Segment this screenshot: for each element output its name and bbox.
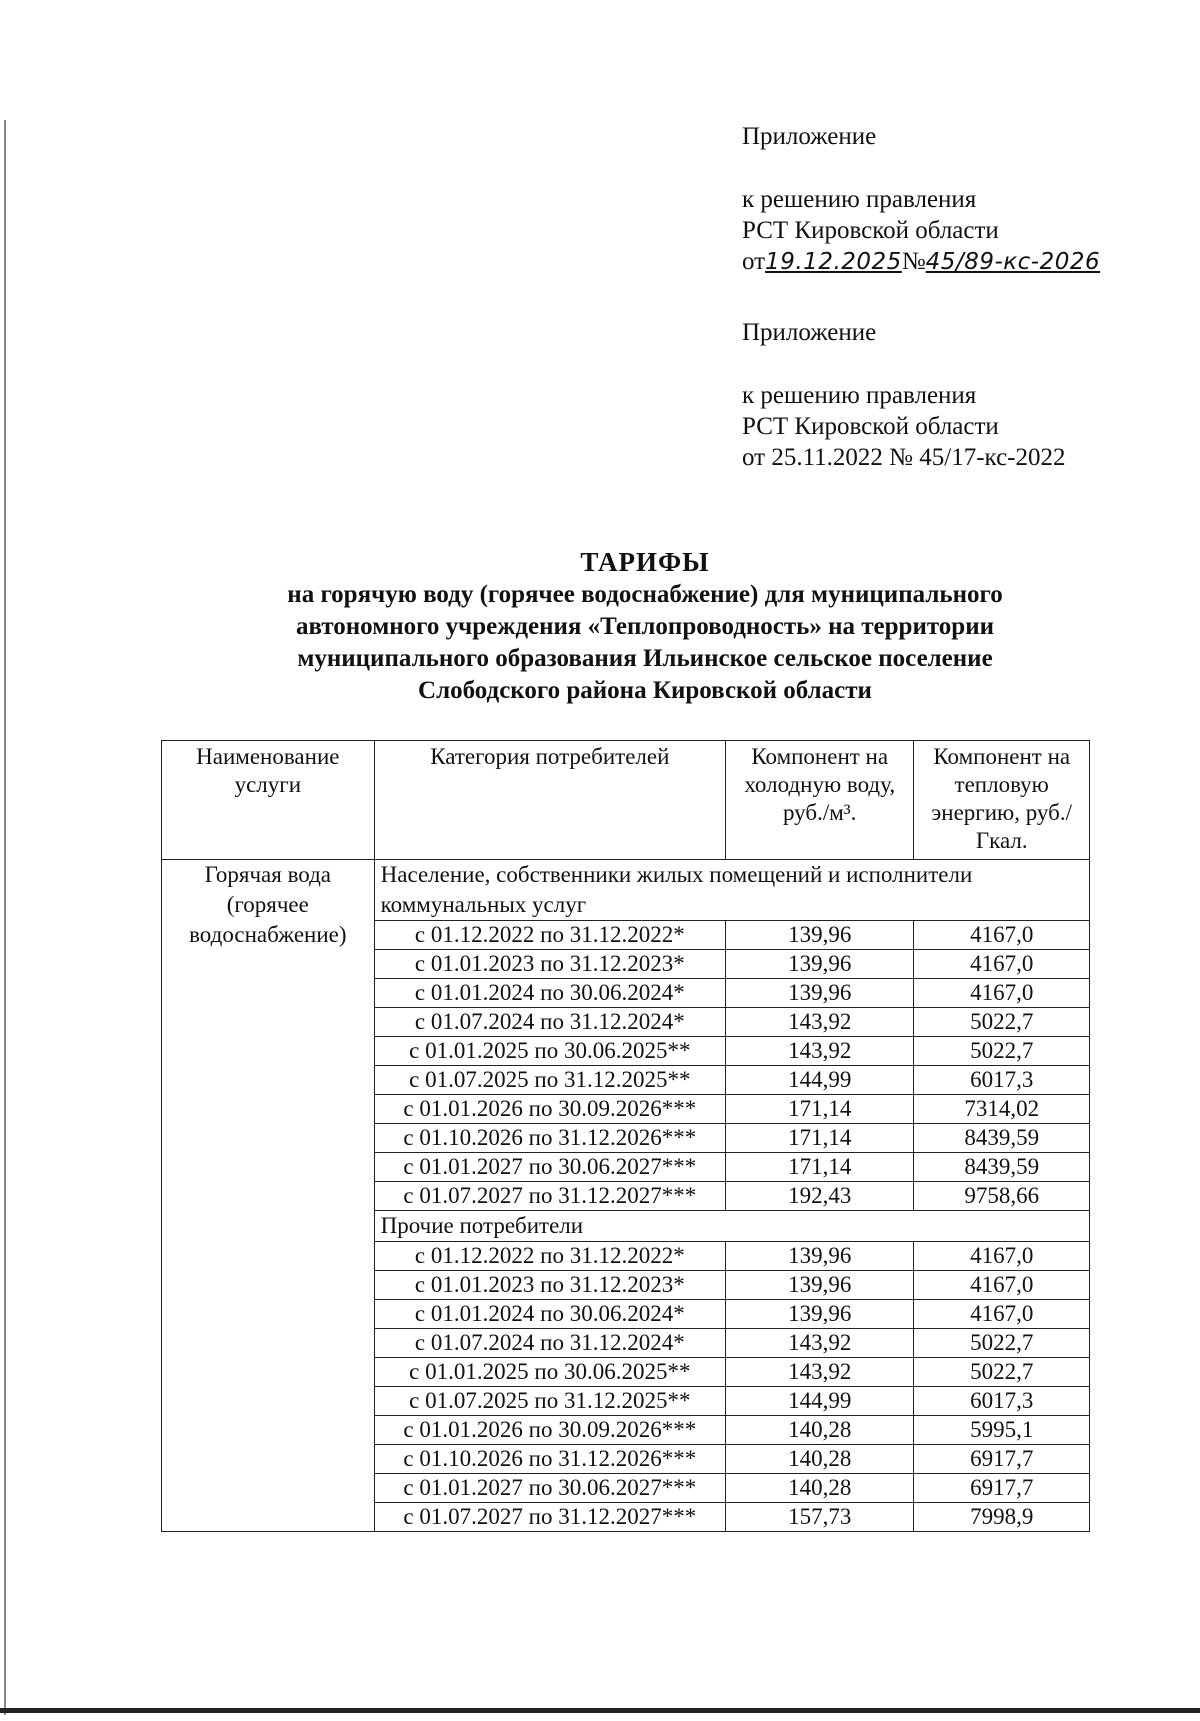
appendix-date-line [742, 246, 1100, 278]
period-cell: с 01.01.2027 по 30.06.2027*** [374, 1474, 725, 1503]
appendix-line: РСТ Кировской области [742, 217, 999, 244]
document-title [160, 546, 1130, 707]
heat-value-cell: 4167,0 [914, 950, 1090, 979]
period-cell: с 01.07.2024 по 31.12.2024* [374, 1329, 725, 1358]
service-name-cell: Горячая вода (горячее водоснабжение) [162, 860, 375, 1532]
heat-value-cell: 6917,7 [914, 1474, 1090, 1503]
number-prefix: № [901, 248, 926, 275]
cold-water-value-cell: 139,96 [725, 1271, 913, 1300]
scan-left-edge [4, 120, 6, 1715]
cold-water-value-cell: 144,99 [725, 1387, 913, 1416]
period-cell: с 01.10.2026 по 31.12.2026*** [374, 1445, 725, 1474]
appendix-heading: Приложение [742, 319, 877, 346]
heat-value-cell: 4167,0 [914, 979, 1090, 1008]
handwritten-number: 45/89-кс-2026 [925, 249, 1101, 275]
period-cell: с 01.01.2024 по 30.06.2024* [374, 979, 725, 1008]
heat-value-cell: 5022,7 [914, 1329, 1090, 1358]
cold-water-value-cell: 143,92 [725, 1358, 913, 1387]
heat-value-cell: 4167,0 [914, 1271, 1090, 1300]
heat-value-cell: 5995,1 [914, 1416, 1090, 1445]
title-line: Слободского района Кировской области [418, 677, 872, 704]
title-line: муниципального образования Ильинское сельское поселение [297, 645, 993, 672]
appendix-line: к решению правления [742, 382, 977, 409]
period-cell: с 01.01.2026 по 30.09.2026*** [374, 1095, 725, 1124]
title-main: ТАРИФЫ [580, 547, 710, 577]
cold-water-value-cell: 144,99 [725, 1066, 913, 1095]
cold-water-value-cell: 139,96 [725, 1300, 913, 1329]
period-cell: с 01.01.2023 по 31.12.2023* [374, 1271, 725, 1300]
appendix-line: от 25.11.2022 № 45/17-кс-2022 [742, 444, 1066, 471]
scan-bottom-edge [0, 1708, 1200, 1713]
heat-value-cell: 9758,66 [914, 1182, 1090, 1211]
heat-value-cell: 4167,0 [914, 921, 1090, 950]
heat-value-cell: 6017,3 [914, 1066, 1090, 1095]
heat-value-cell: 6917,7 [914, 1445, 1090, 1474]
cold-water-value-cell: 139,96 [725, 950, 913, 979]
cold-water-value-cell: 140,28 [725, 1416, 913, 1445]
tariff-table [161, 740, 1090, 1532]
cold-water-value-cell: 143,92 [725, 1008, 913, 1037]
appendix-line: к решению правления [742, 186, 977, 213]
cold-water-value-cell: 143,92 [725, 1037, 913, 1066]
title-line: на горячую воду (горячее водоснабжение) для муниципального [287, 581, 1003, 608]
period-cell: с 01.12.2022 по 31.12.2022* [374, 1242, 725, 1271]
table-body [162, 860, 1090, 1532]
category-cell: Население, собственники жилых помещений и исполнители коммунальных услуг [374, 860, 1089, 921]
appendix-heading: Приложение [742, 123, 877, 150]
appendix-block-current [742, 121, 1100, 278]
heat-value-cell: 5022,7 [914, 1008, 1090, 1037]
cold-water-value-cell: 139,96 [725, 1242, 913, 1271]
header-heat: Компонент на тепловую энергию, руб./Гкал. [914, 741, 1090, 860]
heat-value-cell: 5022,7 [914, 1037, 1090, 1066]
table-header-row [162, 741, 1090, 860]
cold-water-value-cell: 143,92 [725, 1329, 913, 1358]
appendix-line: РСТ Кировской области [742, 413, 999, 440]
period-cell: с 01.07.2024 по 31.12.2024* [374, 1008, 725, 1037]
period-cell: с 01.01.2025 по 30.06.2025** [374, 1358, 725, 1387]
period-cell: с 01.07.2025 по 31.12.2025** [374, 1066, 725, 1095]
period-cell: с 01.07.2027 по 31.12.2027*** [374, 1503, 725, 1532]
period-cell: с 01.12.2022 по 31.12.2022* [374, 921, 725, 950]
cold-water-value-cell: 171,14 [725, 1095, 913, 1124]
heat-value-cell: 7314,02 [914, 1095, 1090, 1124]
period-cell: с 01.07.2027 по 31.12.2027*** [374, 1182, 725, 1211]
heat-value-cell: 8439,59 [914, 1153, 1090, 1182]
category-row [162, 860, 1090, 921]
header-cold-water: Компонент на холодную воду, руб./м³. [725, 741, 913, 860]
cold-water-value-cell: 171,14 [725, 1124, 913, 1153]
cold-water-value-cell: 140,28 [725, 1445, 913, 1474]
handwritten-date: 19.12.2025 [765, 249, 902, 275]
heat-value-cell: 6017,3 [914, 1387, 1090, 1416]
header-service: Наименование услуги [162, 741, 375, 860]
date-prefix: от [742, 248, 766, 275]
cold-water-value-cell: 140,28 [725, 1474, 913, 1503]
title-line: автономного учреждения «Теплопроводность» на территории [295, 613, 995, 640]
heat-value-cell: 7998,9 [914, 1503, 1090, 1532]
heat-value-cell: 8439,59 [914, 1124, 1090, 1153]
appendix-block-original [742, 317, 1066, 473]
cold-water-value-cell: 139,96 [725, 979, 913, 1008]
heat-value-cell: 4167,0 [914, 1242, 1090, 1271]
cold-water-value-cell: 171,14 [725, 1153, 913, 1182]
period-cell: с 01.10.2026 по 31.12.2026*** [374, 1124, 725, 1153]
cold-water-value-cell: 192,43 [725, 1182, 913, 1211]
category-cell: Прочие потребители [374, 1211, 1089, 1242]
period-cell: с 01.01.2024 по 30.06.2024* [374, 1300, 725, 1329]
period-cell: с 01.07.2025 по 31.12.2025** [374, 1387, 725, 1416]
period-cell: с 01.01.2025 по 30.06.2025** [374, 1037, 725, 1066]
period-cell: с 01.01.2023 по 31.12.2023* [374, 950, 725, 979]
cold-water-value-cell: 139,96 [725, 921, 913, 950]
period-cell: с 01.01.2027 по 30.06.2027*** [374, 1153, 725, 1182]
header-category: Категория потребителей [374, 741, 725, 860]
heat-value-cell: 5022,7 [914, 1358, 1090, 1387]
heat-value-cell: 4167,0 [914, 1300, 1090, 1329]
period-cell: с 01.01.2026 по 30.09.2026*** [374, 1416, 725, 1445]
cold-water-value-cell: 157,73 [725, 1503, 913, 1532]
